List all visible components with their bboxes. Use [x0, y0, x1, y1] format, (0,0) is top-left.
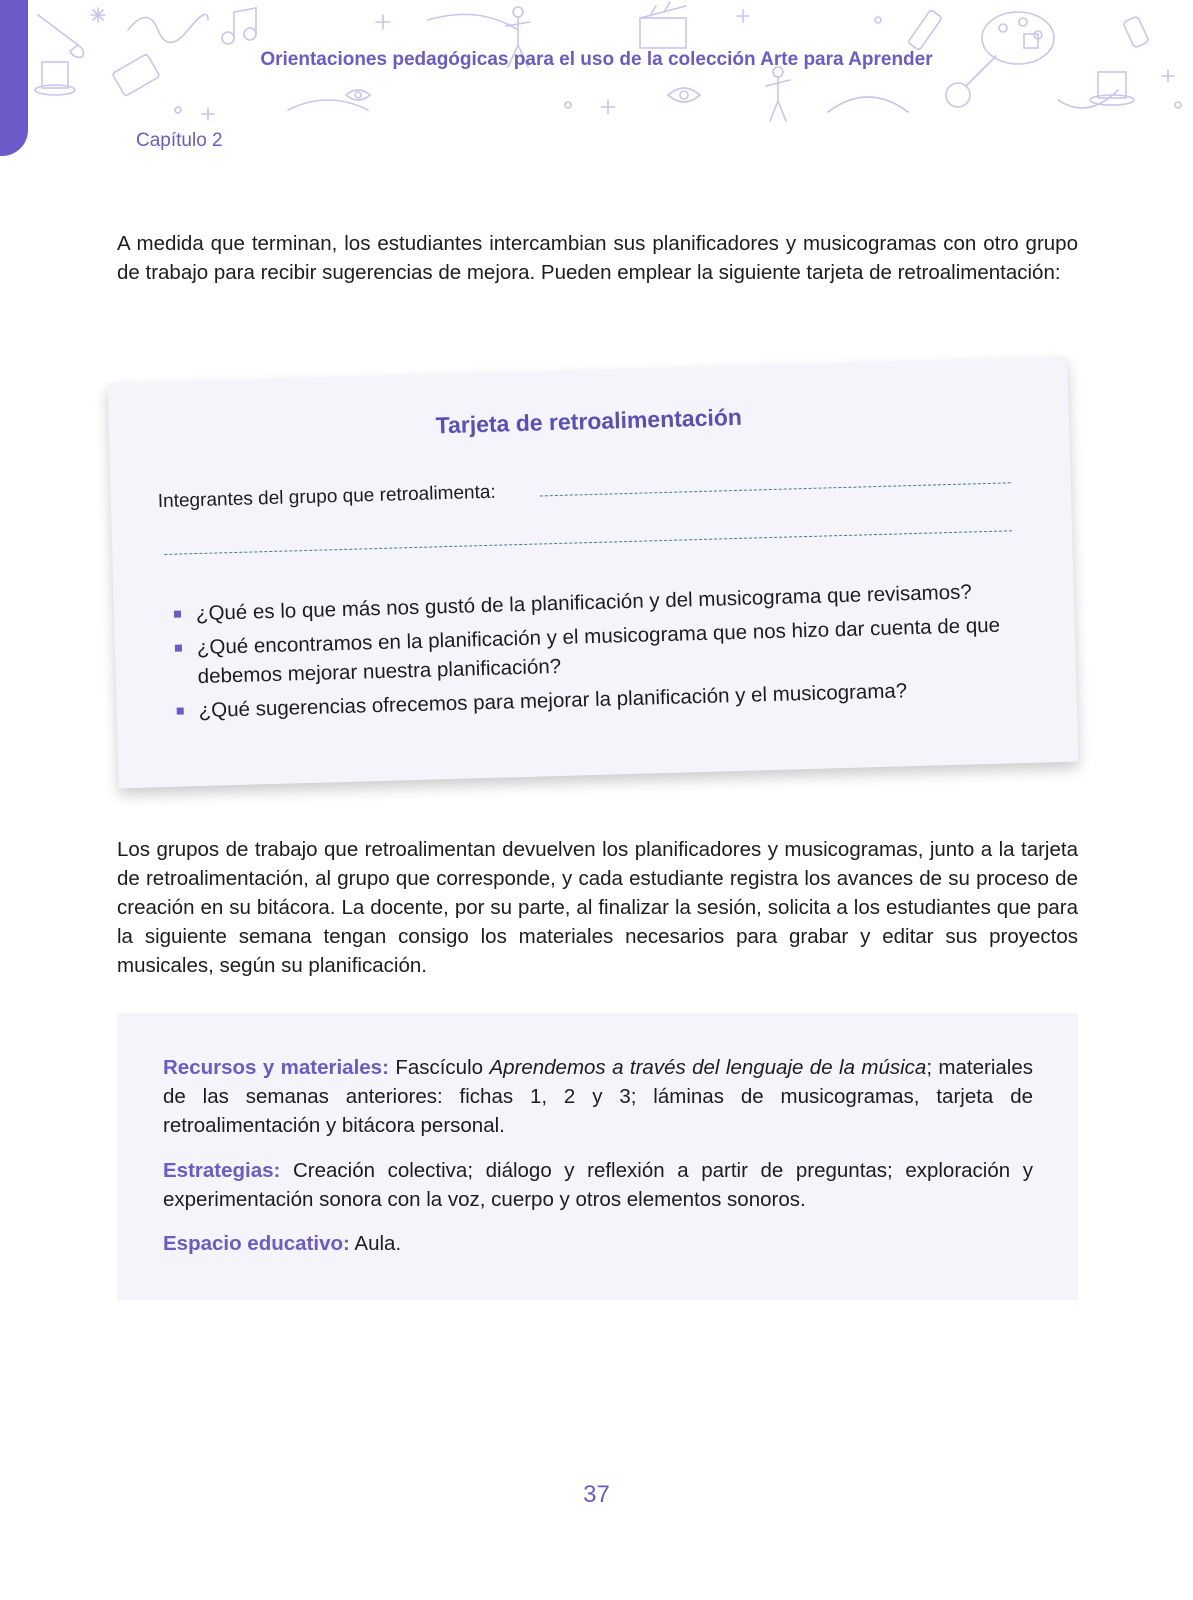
materials-paragraph: Recursos y materiales: Fascículo Aprendemos a través del lenguaje de la música; materiales de las semanas anteriores: fichas 1, 2 y 3; láminas de musicogramas, tarjeta de retroalimentación y bitácora personal. [163, 1056, 1033, 1137]
fill-in-line [540, 482, 1011, 496]
space-label: Espacio educativo: [163, 1232, 350, 1255]
card-title: Tarjeta de retroalimentación [435, 403, 743, 439]
clapperboard-icon [640, 2, 686, 48]
eye-icon [668, 88, 700, 102]
question-list [196, 576, 1019, 730]
dancer-icon [766, 67, 790, 121]
music-note-icon [222, 8, 256, 44]
decorative-curve [288, 100, 368, 110]
intro-paragraph: A medida que terminan, los estudiantes intercambian sus planificadores y musicogramas con otro grupo de trabajo para recibir sugerencias de mejora. Pueden emplear la siguiente tarjeta de retroalimentación: [117, 232, 1078, 284]
header-title: Orientaciones pedagógicas para el uso de la colección Arte para Aprender [260, 49, 933, 70]
top-hat-icon [1090, 72, 1134, 105]
page-number: 37 [583, 1481, 610, 1508]
group-members-label: Integrantes del grupo que retroalimenta: [157, 481, 497, 513]
space-paragraph: Espacio educativo: Aula. [163, 1232, 402, 1255]
fill-in-line [164, 530, 1012, 555]
sparkle-icon [91, 8, 105, 22]
square-bullet-icon [174, 611, 181, 618]
square-bullet-icon [175, 645, 182, 652]
body-paragraph: Los grupos de trabajo que retroalimentan devuelven los planificadores y musicogramas, junto a la tarjeta de retroalimentación, al grupo que corresponde, y cada estudiante registra los avances de su proceso de creación en su bitácora. La docente, por su parte, al finalizar la sesión, solicita a los estudiantes que para la siguiente semana tengan consigo los materiales necesarios para grabar y editar sus proyectos musicales, según su planificación. [117, 838, 1078, 977]
eye-icon [346, 90, 370, 100]
materials-label: Recursos y materiales: [163, 1056, 389, 1079]
chapter-side-tab [0, 0, 28, 156]
swirl-icon [128, 14, 208, 42]
question-item: ¿Qué encontramos en la planificación y el musicograma que nos hizo dar cuenta de que debemos mejorar nuestra planificación? [197, 610, 1018, 691]
question-item: ¿Qué sugerencias ofrecemos para mejorar la planificación y el musicograma? [198, 673, 1018, 725]
resources-box [117, 1013, 1078, 1300]
decorative-curve [828, 97, 908, 112]
fascicle-title: Aprendemos a través del lenguaje de la música [489, 1056, 927, 1079]
square-bullet-icon [177, 707, 184, 714]
strategies-paragraph: Estrategias: Creación colectiva; diálogo y reflexión a partir de preguntas; exploración y experimentación sonora con la voz, cuerpo y otros elementos sonoros. [163, 1159, 1033, 1211]
bottle-icon [1123, 16, 1149, 48]
paint-tube-icon [908, 10, 942, 51]
decorative-curve [428, 14, 518, 30]
strategies-label: Estrategias: [163, 1159, 281, 1182]
question-item: ¿Qué es lo que más nos gustó de la planificación y del musicograma que revisamos? [196, 576, 1016, 628]
feedback-card [108, 357, 1079, 789]
chapter-label: Capítulo 2 [136, 130, 223, 151]
